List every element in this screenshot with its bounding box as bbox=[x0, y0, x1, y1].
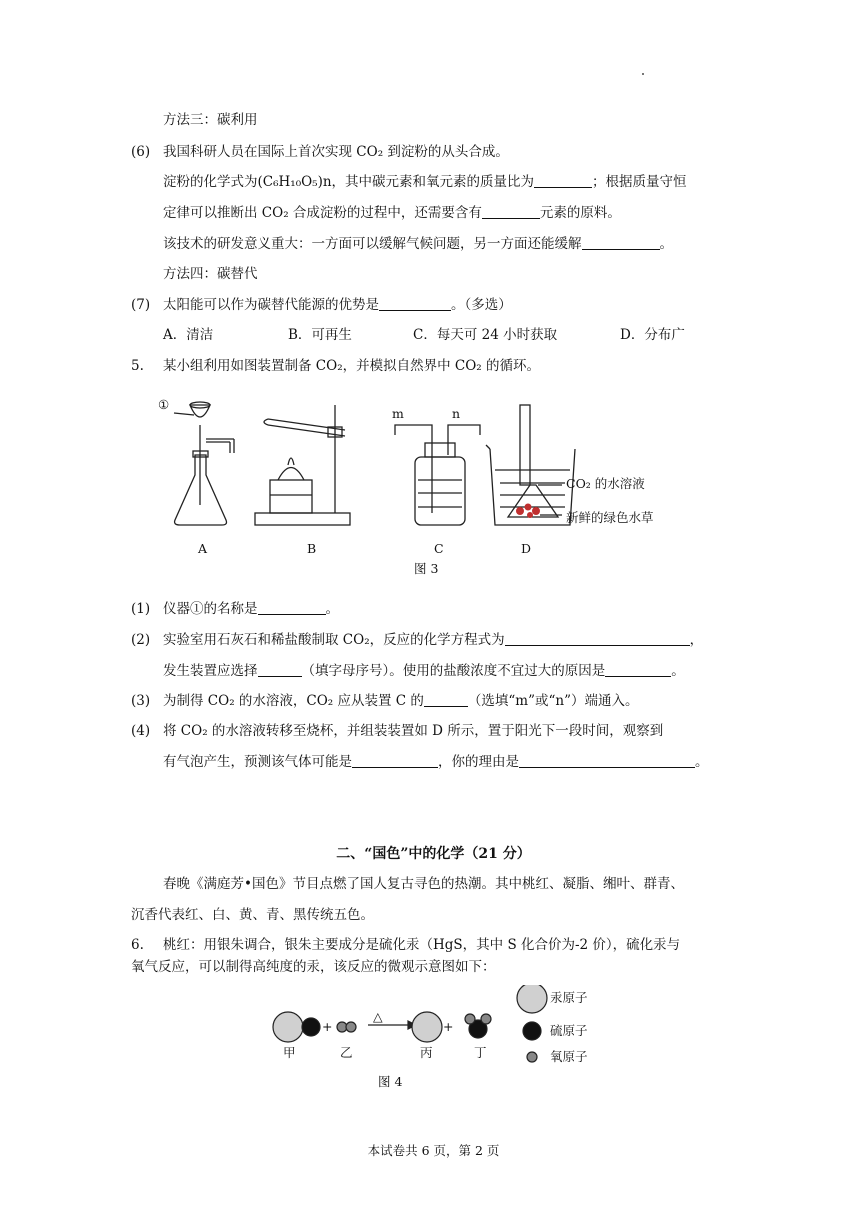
section2-title: 二、“国色”中的化学（21 分） bbox=[336, 846, 531, 862]
q5-sub4-text-c: ，你的理由是 bbox=[438, 754, 519, 770]
answer-blank[interactable] bbox=[424, 692, 468, 707]
label-c: C bbox=[434, 541, 444, 556]
q6-line3-text-b: 元素的原料。 bbox=[539, 205, 621, 221]
q7-stem-text: 太阳能可以作为碳替代能源的优势是 bbox=[163, 297, 379, 313]
q6b-line2: 氧气反应，可以制得高纯度的汞，该反应的微观示意图如下： bbox=[131, 959, 496, 975]
answer-blank[interactable] bbox=[605, 662, 671, 677]
legend-mercury-icon bbox=[517, 985, 547, 1013]
q5-sub1-text-b: 。 bbox=[325, 601, 339, 617]
q7-stem-text-b: 。（多选） bbox=[451, 297, 512, 313]
label-d: D bbox=[521, 541, 532, 556]
q6-line2 bbox=[163, 173, 687, 191]
q6-line4-text: 该技术的研发意义重大：一方面可以缓解气候问题，另一方面还能缓解 bbox=[163, 236, 582, 252]
answer-blank[interactable] bbox=[352, 753, 438, 768]
q6-line2-text-b: ；根据质量守恒 bbox=[592, 174, 687, 190]
label-ding: 丁 bbox=[474, 1045, 487, 1060]
q6-line2-text: 淀粉的化学式为(C₆H₁₀O₅)n，其中碳元素和氧元素的质量比为 bbox=[163, 174, 535, 190]
legend-mercury-label: 汞原子 bbox=[550, 990, 588, 1005]
method4-heading: 方法四：碳替代 bbox=[163, 266, 258, 282]
label-b: B bbox=[307, 541, 317, 556]
mercury-atom-icon bbox=[412, 1012, 442, 1042]
legend-oxygen-label: 氧原子 bbox=[550, 1049, 588, 1064]
q5-sub1 bbox=[163, 600, 339, 618]
q5-sub2-text: 实验室用石灰石和稀盐酸制取 CO₂，反应的化学方程式为 bbox=[163, 632, 505, 648]
q5-sub1-text: 仪器①的名称是 bbox=[163, 601, 258, 617]
q7-option-b[interactable]: B．可再生 bbox=[288, 327, 352, 343]
q6-line3-text: 定律可以推断出 CO₂ 合成淀粉的过程中，还需要含有 bbox=[163, 205, 482, 221]
q6b-line1: 桃红：用银朱调合，银朱主要成分是硫化汞（HgS，其中 S 化合价为-2 价），硫化汞与 bbox=[163, 937, 681, 953]
q6-number: (6) bbox=[131, 144, 151, 160]
answer-blank[interactable] bbox=[379, 296, 451, 311]
label-plant: 新鲜的绿色水草 bbox=[566, 510, 654, 525]
q6-line4 bbox=[163, 235, 673, 253]
mercury-atom-icon bbox=[273, 1012, 303, 1042]
label-jia: 甲 bbox=[283, 1045, 296, 1060]
legend-oxygen-icon bbox=[527, 1052, 537, 1062]
q5-sub4-text-d: 。 bbox=[695, 754, 709, 770]
q6-line1: 我国科研人员在国际上首次实现 CO₂ 到淀粉的从头合成。 bbox=[163, 144, 509, 160]
q5-sub2-line2 bbox=[163, 662, 685, 680]
label-circle-1: ① bbox=[158, 397, 170, 412]
method3-heading: 方法三：碳利用 bbox=[163, 112, 258, 128]
q5-sub2-text-c: 发生装置应选择 bbox=[163, 663, 258, 679]
q5-number: 5. bbox=[131, 358, 144, 374]
plus-sign-2: + bbox=[443, 1019, 454, 1034]
label-bing: 丙 bbox=[420, 1045, 433, 1060]
q5-sub1-number: (1) bbox=[131, 601, 151, 617]
q5-sub2-line1 bbox=[163, 631, 703, 649]
label-n: n bbox=[452, 406, 461, 421]
answer-blank[interactable] bbox=[582, 235, 660, 250]
oxygen-atom-icon bbox=[346, 1022, 356, 1032]
oxygen-atom-icon bbox=[465, 1014, 475, 1024]
q7-option-d[interactable]: D．分布广 bbox=[620, 327, 685, 343]
answer-blank[interactable] bbox=[482, 204, 540, 219]
apparatus-a bbox=[174, 402, 234, 525]
label-yi: 乙 bbox=[340, 1045, 353, 1060]
q5-sub3-number: (3) bbox=[131, 693, 151, 709]
q6-line4-text-b: 。 bbox=[659, 236, 673, 252]
q5-sub4-line1: 将 CO₂ 的水溶液转移至烧杯，并组装装置如 D 所示，置于阳光下一段时间，观察到 bbox=[163, 723, 664, 739]
apparatus-c bbox=[395, 425, 480, 525]
figure-4-caption: 图 4 bbox=[378, 1074, 403, 1089]
page-footer: 本试卷共 6 页，第 2 页 bbox=[367, 1143, 500, 1158]
legend-sulfur-icon bbox=[523, 1022, 541, 1040]
q5-sub4-line2 bbox=[163, 753, 709, 771]
q5-sub3-text-b: （选填“m”或“n”）端通入。 bbox=[467, 693, 639, 709]
scan-dot bbox=[642, 73, 644, 75]
answer-blank[interactable] bbox=[534, 173, 592, 188]
q5-sub4-number: (4) bbox=[131, 723, 151, 739]
figure-3-caption: 图 3 bbox=[414, 561, 439, 576]
label-a: A bbox=[198, 541, 208, 556]
q7-option-a[interactable]: A．清洁 bbox=[163, 327, 214, 343]
apparatus-b bbox=[255, 405, 350, 525]
plus-sign-1: + bbox=[322, 1019, 333, 1034]
q6b-number: 6. bbox=[131, 937, 144, 953]
q5-stem: 某小组利用如图装置制备 CO₂，并模拟自然界中 CO₂ 的循环。 bbox=[163, 358, 540, 374]
section2-intro1: 春晚《满庭芳•国色》节目点燃了国人复古寻色的热潮。其中桃红、凝脂、缃叶、群青、 bbox=[163, 876, 684, 892]
q5-sub2-text-e: 。 bbox=[671, 663, 685, 679]
section2-intro2: 沉香代表红、白、黄、青、黑传统五色。 bbox=[131, 907, 374, 923]
answer-blank[interactable] bbox=[505, 631, 690, 646]
answer-blank[interactable] bbox=[258, 662, 302, 677]
label-m: m bbox=[392, 406, 404, 421]
q5-sub3-text: 为制得 CO₂ 的水溶液，CO₂ 应从装置 C 的 bbox=[163, 693, 424, 709]
heat-delta-symbol: △ bbox=[373, 1009, 383, 1024]
q7-number: (7) bbox=[131, 297, 151, 313]
q6-line3 bbox=[163, 204, 621, 222]
oxygen-atom-icon bbox=[481, 1014, 491, 1024]
q5-sub3 bbox=[163, 692, 639, 710]
q7-option-c[interactable]: C．每天可 24 小时获取 bbox=[413, 327, 558, 343]
q5-sub4-text-b: 有气泡产生，预测该气体可能是 bbox=[163, 754, 352, 770]
label-co2-solution: CO₂ 的水溶液 bbox=[566, 476, 645, 491]
sulfur-atom-icon bbox=[302, 1018, 320, 1036]
q7-stem bbox=[163, 296, 512, 314]
q5-sub2-text-d: （填字母序号）。使用的盐酸浓度不宜过大的原因是 bbox=[301, 663, 606, 679]
q5-sub2-number: (2) bbox=[131, 632, 151, 648]
answer-blank[interactable] bbox=[519, 753, 695, 768]
q5-sub2-text-b: ， bbox=[689, 632, 704, 648]
aquatic-plant-icon bbox=[516, 504, 540, 519]
legend-sulfur-label: 硫原子 bbox=[550, 1023, 588, 1038]
answer-blank[interactable] bbox=[258, 600, 326, 615]
